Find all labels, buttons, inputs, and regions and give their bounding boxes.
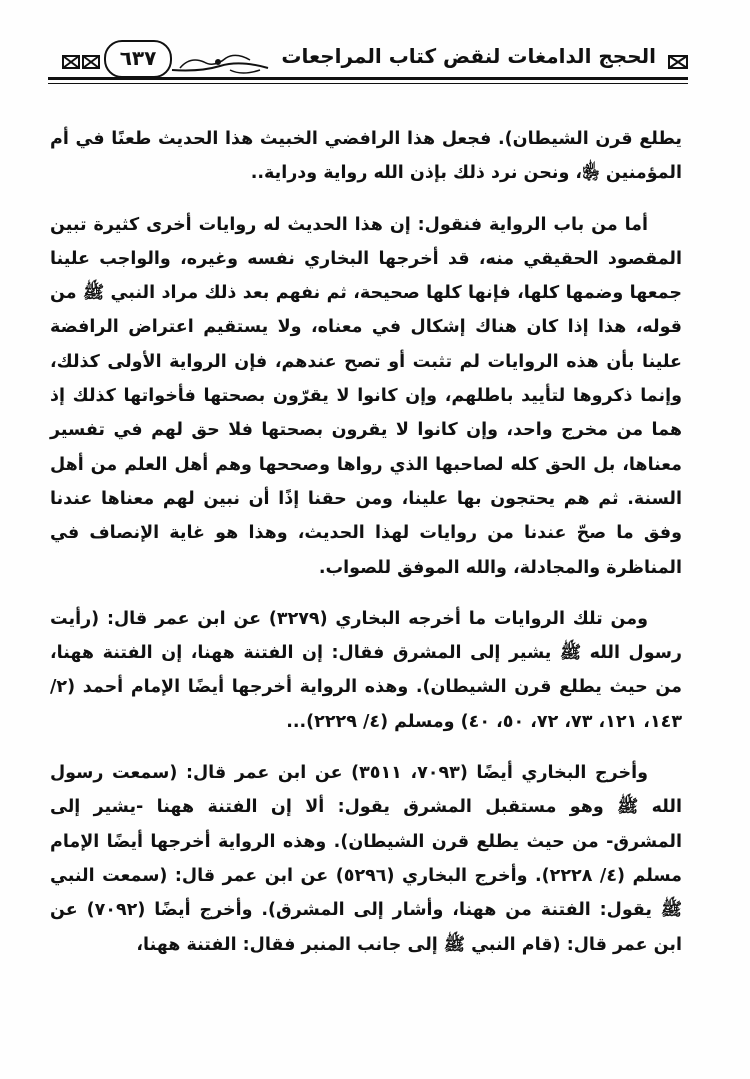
ornament-knot-icon (62, 54, 102, 70)
ornament-flourish-icon (170, 50, 270, 76)
body-text (50, 122, 682, 979)
header-rule-thin (48, 83, 688, 84)
paragraph: ومن تلك الروايات ما أخرجه البخاري (٣٢٧٩) عن ابن عمر قال: (رأيت رسول الله ﷺ يشير إلى المشرق فقال: إن الفتنة ههنا، إن الفتنة ههنا، من حيث يطلع قرن الشيطان). وهذه الرواية أخرجها أيضًا الإمام أحمد (٢/ ١٤٣، ١٢١، ٧٣، ٧٢، ٥٠، ٤٠) ومسلم (٤/ ٢٢٢٩)... (50, 608, 682, 732)
ornament-knot-icon (668, 54, 688, 70)
paragraph: وأخرج البخاري أيضًا (٧٠٩٣، ٣٥١١) عن ابن عمر قال: (سمعت رسول الله ﷺ وهو مستقبل المشرق يقول: ألا إن الفتنة ههنا -يشير إلى المشرق- من حيث يطلع قرن الشيطان). وهذه الرواية أخرجها أيضًا الإمام مسلم (٤/ ٢٢٢٨). وأخرج البخاري (٥٢٩٦) عن ابن عمر قال: (سمعت النبي ﷺ يقول: الفتنة من ههنا، وأشار إلى المشرق). وأخرج أيضًا (٧٠٩٢) عن ابن عمر قال: (قام النبي ﷺ إلى جانب المنبر فقال: الفتنة ههنا، (50, 763, 683, 955)
page-number: ٦٣٧ (104, 40, 172, 78)
running-title: الحجج الدامغات لنقض كتاب المراجعات (275, 44, 662, 68)
page-header (48, 40, 688, 84)
paragraph: يطلع قرن الشيطان). فجعل هذا الرافضي الخبيث هذا الحديث طعنًا في أم المؤمنين ﵂، ونحن نرد ذلك بإذن الله رواية ودراية.. (50, 129, 682, 184)
paragraph: أما من باب الرواية فنقول: إن هذا الحديث له روايات أخرى كثيرة تبين المقصود الحقيقي منه، قد أخرجها البخاري نفسه وغيره، والواجب علينا جمعها وضمها كلها، فإنها كلها صحيحة، ثم نفهم بعد ذلك مراد النبي ﷺ من قوله، هذا إذا كان هناك إشكال في معناه، ولا يستقيم اعتراض الرافضة علينا بأن هذه الروايات لم تثبت أو تصح عندهم، فإن الرواية الأولى كذلك، وإنما ذكروها لتأييد باطلهم، وإن كانوا لا يقرّون بصحتها فأخواتها كذلك إذ هما من مخرج واحد، وإن كانوا لا يقرون بصحتها فلا حق لهم في تفسير معناها، بل الحق كله لصاحبها الذي رواها وصححها وهم أهل العلم من أهل السنة. ثم هم يحتجون بها علينا، ومن حقنا إذًا أن نبين لهم معناها عندنا وفق ما صحّ عندنا من روايات لهذا الحديث، وهذا هو غاية الإنصاف في المناظرة والمجادلة، والله الموفق للصواب. (50, 214, 682, 578)
